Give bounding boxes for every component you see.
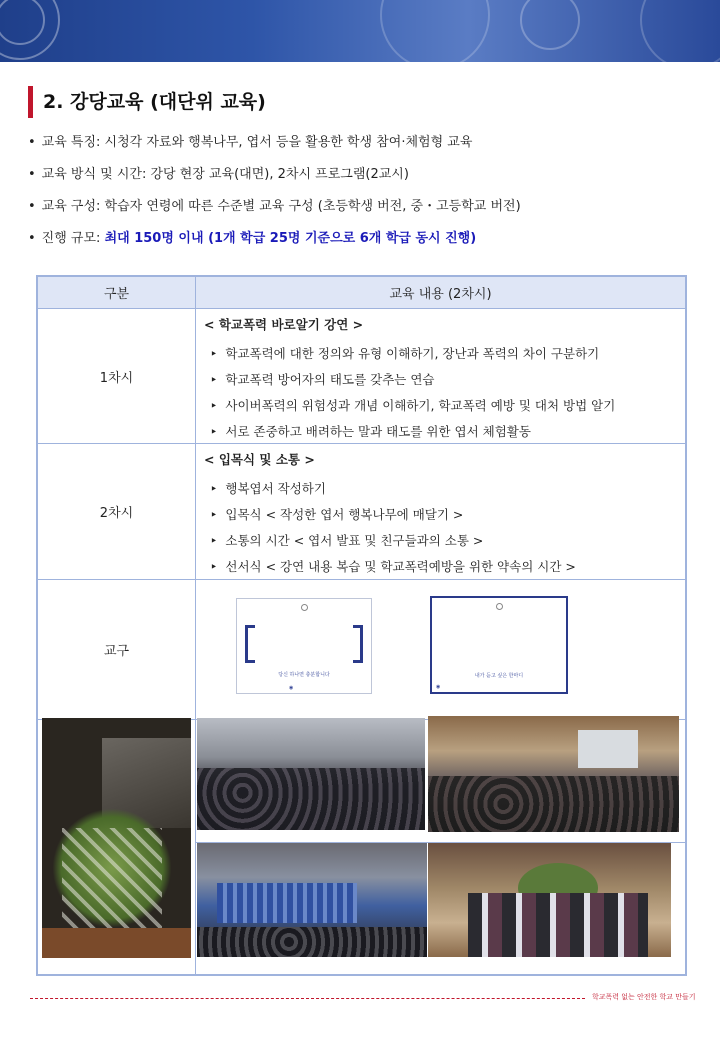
footer-text: 학교폭력 없는 안전한 학교 만들기 (592, 993, 696, 1001)
photo-auditorium-lecture (428, 716, 679, 832)
bullet-scale (28, 229, 708, 261)
session1-content (196, 309, 685, 443)
session1-row (38, 309, 685, 444)
bullet-feature: • 교육 특징: 시청각 자료와 행복나무, 엽서 등을 활용한 학생 참여·체험형 교육 (28, 133, 708, 165)
header-category: 구분 (38, 277, 196, 308)
footer-divider (30, 998, 585, 999)
photo-screen (578, 730, 638, 768)
session1-item: ‣ 서로 존중하고 배려하는 말과 태도를 위한 엽서 체험활동 (204, 419, 685, 445)
session2-item: ‣ 소통의 시간 < 엽서 발표 및 친구들과의 소통 > (204, 528, 685, 554)
session2-item: ‣ 선서식 < 강연 내용 복습 및 학교폭력예방을 위한 약속의 시간 > (204, 554, 685, 580)
scale-highlight: 최대 150명 이내 (1개 학급 25명 기준으로 6개 학급 동시 진행) (104, 231, 477, 246)
postcard-image-2 (430, 596, 568, 694)
bullet-structure: • 교육 구성: 학습자 연령에 따른 수준별 교육 구성 (초등학생 버전, 중・고등학교 버전) (28, 197, 708, 229)
card1-caption: 당신 하나면 충분합니다 (278, 672, 330, 678)
bracket-right-icon (353, 625, 363, 663)
session1-item: ‣ 사이버폭력의 위험성과 개념 이해하기, 학교폭력 예방 및 대처 방법 알기 (204, 393, 685, 419)
card-logo-icon: ◉ (436, 684, 441, 690)
photo-crowd (197, 927, 427, 957)
session1-item: ‣ 학교폭력에 대한 정의와 유형 이해하기, 장난과 폭력의 차이 구분하기 (204, 341, 685, 367)
session2-item: ‣ 행복엽서 작성하기 (204, 476, 685, 502)
photo-chairs (217, 883, 357, 923)
photo-postcards (62, 828, 162, 928)
top-banner (0, 0, 720, 62)
session2-item: ‣ 입목식 < 작성한 엽서 행복나무에 매달기 > (204, 502, 685, 528)
photo-students (468, 893, 648, 957)
photo-students-crowd (197, 718, 425, 830)
card2-caption: 내가 듣고 싶은 한마디 (474, 673, 524, 679)
table-header-row (38, 277, 685, 309)
photo-floor (42, 928, 191, 958)
card-hole-icon (301, 604, 308, 611)
photo-audience (428, 776, 679, 832)
card-hole-icon (496, 603, 503, 610)
scale-label: 진행 규모: (41, 231, 105, 246)
session2-title: < 입목식 및 소통 > (204, 452, 315, 467)
card-logo-icon: ◉ (289, 685, 294, 691)
header-content: 교육 내용 (2차시) (389, 287, 492, 302)
tools-content (196, 580, 685, 719)
photo-happy-tree (42, 718, 191, 958)
session2-row (38, 444, 685, 580)
session1-label: 1차시 (38, 309, 196, 443)
tools-label: 교구 (38, 580, 196, 719)
session1-item: ‣ 학교폭력 방어자의 태도를 갖추는 연습 (204, 367, 685, 393)
postcard-image-1 (236, 598, 372, 694)
photo-students-tree (428, 843, 671, 957)
bullet-method: • 교육 방식 및 시간: 강당 현장 교육(대면), 2차시 프로그램(2교시) (28, 165, 708, 197)
bracket-left-icon (245, 625, 255, 663)
section-title: 2. 강당교육 (대단위 교육) (28, 86, 266, 118)
tools-row (38, 580, 685, 720)
photo-crowd (197, 768, 425, 830)
session2-label: 2차시 (38, 444, 196, 579)
session2-content (196, 444, 685, 579)
photo-gym-assembly (197, 843, 427, 957)
session1-title: < 학교폭력 바로알기 강연 > (204, 317, 364, 332)
feature-list (28, 133, 708, 261)
